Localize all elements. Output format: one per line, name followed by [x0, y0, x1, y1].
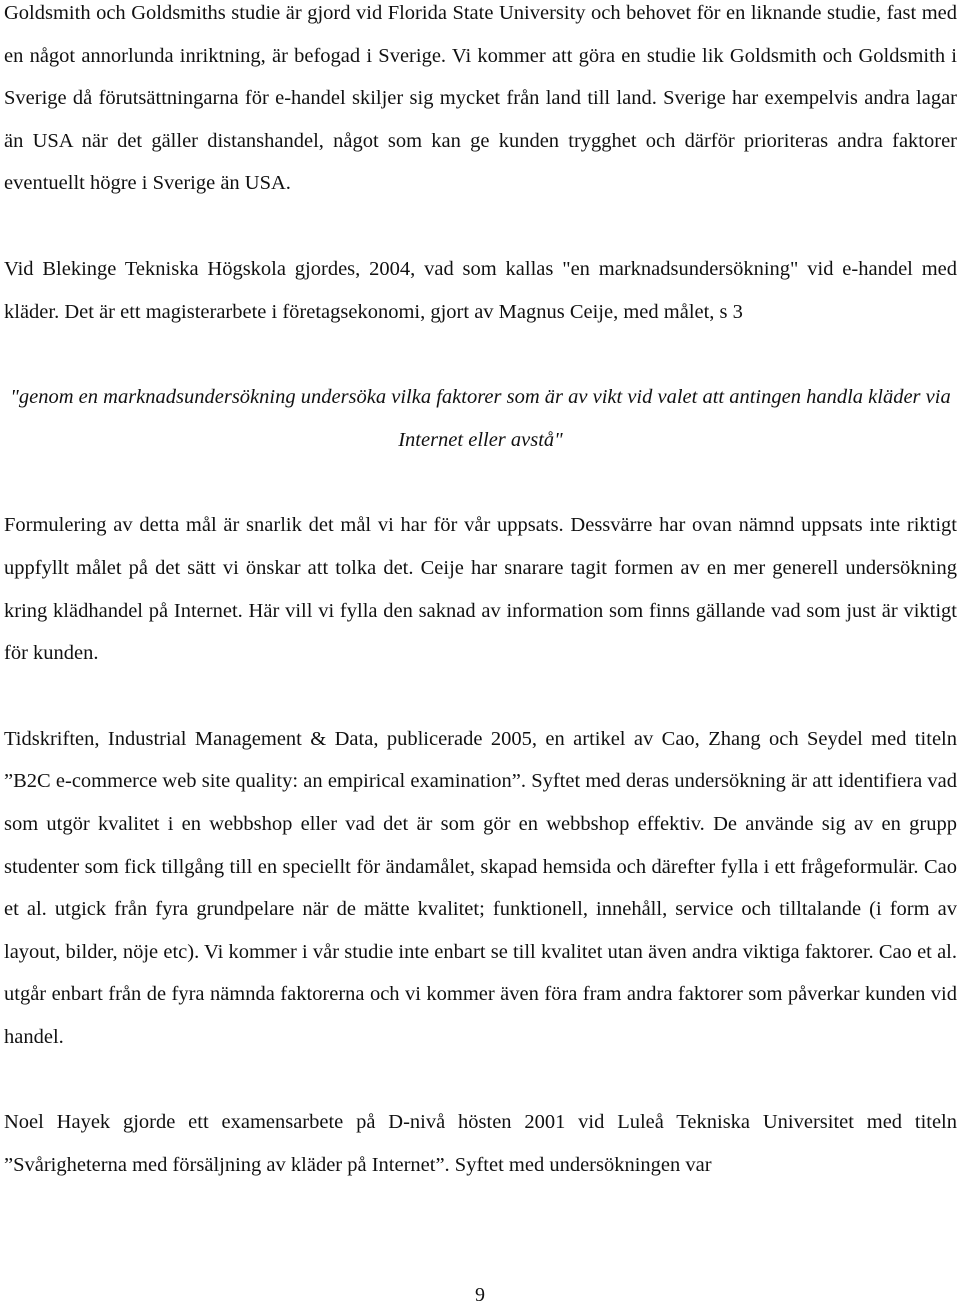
paragraph-gap — [4, 675, 957, 718]
paragraph-hayek-thesis: Noel Hayek gjorde ett examensarbete på D-nivå hösten 2001 vid Luleå Tekniska Universitet med titeln ”Svårigheterna med försäljning av kläder på Internet”. Syftet med undersökningen var — [4, 1111, 957, 1177]
block-quote: "genom en marknadsundersökning undersöka vilka faktorer som är av vikt vid valet att antingen handla kläder via Internet eller avstå" — [10, 386, 951, 451]
paragraph-gap — [4, 333, 957, 376]
paragraph-gap — [4, 461, 957, 504]
paragraph-goldsmith-study: Goldsmith och Goldsmiths studie är gjord vid Florida State University och behovet för en liknande studie, fast med en något annorlunda inriktning, är befogad i Sverige. Vi kommer att göra en studie lik Goldsmith och Goldsmith i Sverige då förutsättningarna för e-handel skiljer sig mycket från land till land. Sverige har exempelvis andra lagar än USA när det gäller distanshandel, något som kan ge kunden trygghet och därför prioriteras andra faktorer eventuellt högre i Sverige än USA. — [4, 2, 957, 195]
paragraph-gap — [4, 205, 957, 248]
page-number: 9 — [475, 1284, 485, 1306]
paragraph-blekinge-study: Vid Blekinge Tekniska Högskola gjordes, 2004, vad som kallas "en marknadsundersökning" vid e-handel med kläder. Det är ett magisterarbete i företagsekonomi, gjort av Magnus Ceije, med målet, s 3 — [4, 257, 957, 323]
paragraph-gap — [4, 1058, 957, 1101]
paragraph-cao-article: Tidskriften, Industrial Management & Data, publicerade 2005, en artikel av Cao, Zhang och Seydel med titeln ”B2C e-commerce web site quality: an empirical examination”. Syftet med deras undersökning är att identifiera vad som utgör kvalitet i en webbshop eller vad det är som gör en webbshop effektiv. De använde sig av en grupp studenter som fick tillgång till en speciellt för ändamålet, skapad hemsida och därefter fylla i ett frågeformulär. Cao et al. utgick från fyra grundpelare när de mätte kvalitet; funktionell, innehåll, service och tilltalande (i form av layout, bilder, nöje etc). Vi kommer i vår studie inte enbart se till kvalitet utan även andra viktiga faktorer. Cao et al. utgår enbart från de fyra nämnda faktorerna och vi kommer även föra fram andra faktorer som påverkar kunden vid handel. — [4, 727, 957, 1048]
paragraph-formulation: Formulering av detta mål är snarlik det mål vi har för vår uppsats. Dessvärre har ovan nämnd uppsats inte riktigt uppfyllt målet på det sätt vi önskar att tolka det. Ceije har snarare tagit formen av en mer generell undersökning kring klädhandel på Internet. Här vill vi fylla den saknad av information som finns gällande vad som just är viktigt för kunden. — [4, 514, 957, 665]
